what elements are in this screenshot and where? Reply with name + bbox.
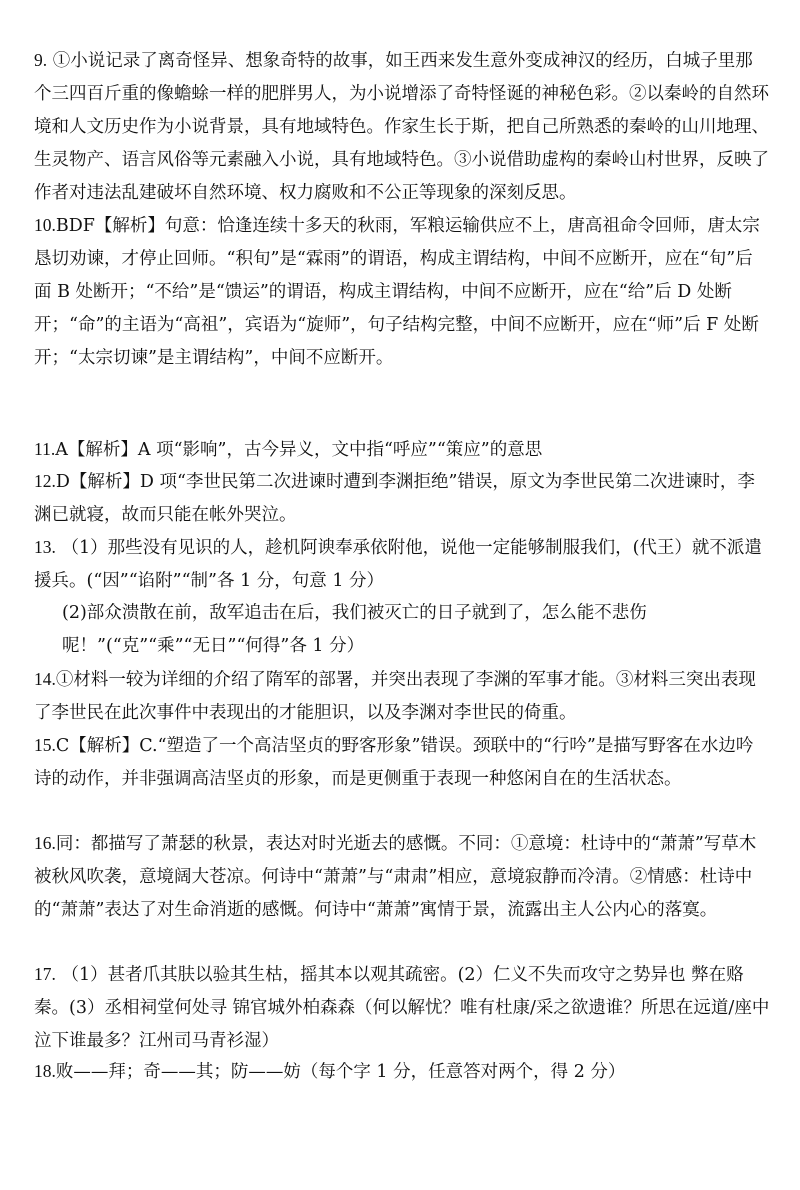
item-number: 17. (34, 964, 56, 984)
item-number: 12. (34, 471, 56, 491)
answer-item-16 (34, 827, 770, 927)
item-text: (2)部众溃散在前，敌军追击在后，我们被灭亡的日子就到了，怎么能不悲伤呢！”(“克”“乘”“无日”“何得”各 1 分） (62, 603, 647, 656)
item-text: ①材料一较为详细的介绍了隋军的部署，并突出表现了李渊的军事才能。③材料三突出表现了李世民在此次事件中表现出的才能胆识，以及李渊对李世民的倚重。 (34, 670, 756, 723)
answer-item-17 (34, 958, 770, 1058)
item-number: 11. (34, 439, 56, 459)
answer-item-13 (34, 531, 770, 598)
item-text: BDF【解析】句意：恰逢连续十多天的秋雨，军粮运输供应不上，唐高祖命令回师，唐太宗恳切劝谏，才停止回师。“积旬”是“霖雨”的谓语，构成主谓结构，中间不应断开，应在“旬”后面 B 处断开；“不给”是“馈运”的谓语，构成主谓结构，中间不应断开，应在“给”后 D 处断开；“命”的主语为“高祖”，宾语为“旋师”，句子结构完整，中间不应断开，应在“师”后 F 处断开；“太宗切谏”是主谓结构”，中间不应断开。 (34, 216, 760, 368)
answer-item-18 (34, 1055, 770, 1089)
item-number: 16. (34, 833, 56, 853)
item-text: （1）甚者爪其肤以验其生枯，摇其本以观其疏密。(2）仁义不失而攻守之势异也 弊在赂秦。(3）丞相祠堂何处寻 锦官城外柏森森（何以解忧？唯有杜康/采之欲遗谁？所思在远道/座中泣下谁最多？江州司马青衫湿） (34, 965, 770, 1051)
item-number: 15. (34, 735, 56, 755)
answer-item-15 (34, 729, 770, 796)
item-number: 9. (34, 50, 48, 70)
item-number: 14. (34, 669, 56, 689)
item-number: 18. (34, 1061, 56, 1081)
item-text: ①小说记录了离奇怪异、想象奇特的故事，如王西来发生意外变成神汉的经历，白城子里那个三四百斤重的像蟾蜍一样的肥胖男人，为小说增添了奇特怪诞的神秘色彩。②以秦岭的自然环境和人文历史作为小说背景，具有地域特色。作家生长于斯，把自己所熟悉的秦岭的山川地理、生灵物产、语言风俗等元素融入小说，具有地域特色。③小说借助虚构的秦岭山村世界，反映了作者对违法乱建破坏自然环境、权力腐败和不公正等现象的深刻反思。 (34, 51, 769, 203)
item-text: C【解析】C.“塑造了一个高洁坚贞的野客形象”错误。颈联中的“行吟”是描写野客在水边吟诗的动作，并非强调高洁坚贞的形象，而是更侧重于表现一种悠闲自在的生活状态。 (34, 736, 754, 789)
item-text: （1）那些没有见识的人，趁机阿谀奉承依附他，说他一定能够制服我们，(代王）就不派遣援兵。(“因”“谄附”“制”各 1 分，句意 1 分） (34, 538, 762, 591)
item-number: 10. (34, 215, 56, 235)
answer-item-12 (34, 465, 770, 532)
answer-item-13-part-2 (62, 597, 770, 663)
answer-item-11 (34, 433, 770, 467)
item-number: 13. (34, 537, 56, 557)
item-text: D【解析】D 项“李世民第二次进谏时遭到李渊拒绝”错误，原文为李世民第二次进谏时，李渊已就寝，故而只能在帐外哭泣。 (34, 472, 755, 525)
answer-item-14 (34, 663, 770, 730)
item-text: 败——拜；奇——其；防——妨（每个字 1 分，任意答对两个，得 2 分） (55, 1062, 626, 1082)
item-text: 同：都描写了萧瑟的秋景，表达对时光逝去的感慨。不同：①意境：杜诗中的“萧萧”写草木被秋风吹袭，意境阔大苍凉。何诗中“萧萧”与“肃肃”相应，意境寂静而冷清。②情感：杜诗中的“萧萧”表达了对生命消逝的感慨。何诗中“萧萧”寓情于景，流露出主人公内心的落寞。 (34, 834, 757, 920)
answer-item-10 (34, 209, 770, 375)
answer-item-9 (34, 44, 770, 210)
item-text: A【解析】A 项“影响”，古今异义，文中指“呼应”“策应”的意思 (55, 440, 543, 460)
